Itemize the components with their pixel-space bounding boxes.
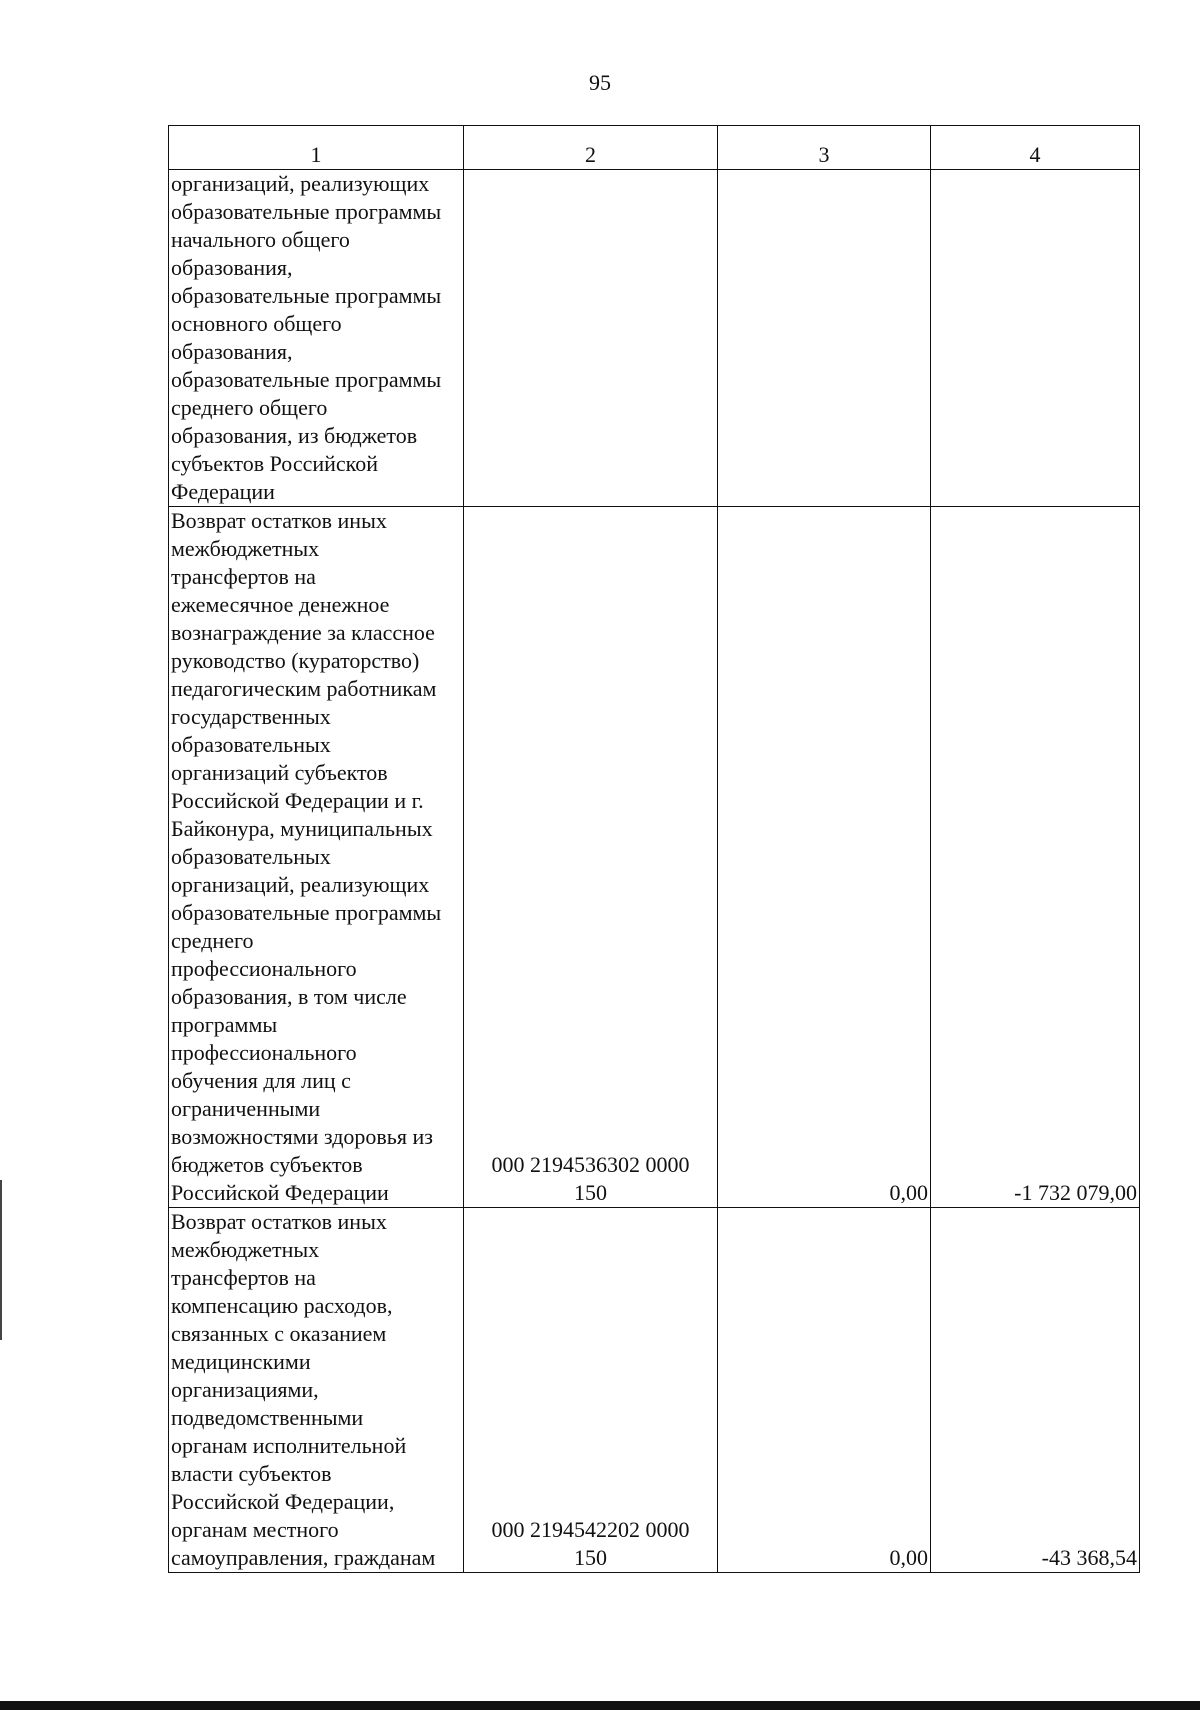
row-description: Возврат остатков иных межбюджетных трансфертов на ежемесячное денежное вознаграждение за классное руководство (кураторство) педагогическим работникам государственных образовательных организаций субъектов Российской Федерации и г. Байконура, муниципальных образовательных организаций, реализующих образовательные программы среднего профессионального образования, в том числе программы профессионального обучения для лиц с ограниченными возможностями здоровья из бюджетов субъектов Российской Федерации — [169, 507, 464, 1208]
scan-edge-mark — [0, 1180, 2, 1340]
row-col3-value: 0,00 — [718, 507, 931, 1208]
row-code: 000 2194536302 0000 150 — [464, 507, 718, 1208]
column-header: 3 — [718, 126, 931, 170]
table-header-row — [169, 126, 1140, 170]
row-col4-value: -1 732 079,00 — [931, 507, 1140, 1208]
row-description: Возврат остатков иных межбюджетных трансфертов на компенсацию расходов, связанных с оказанием медицинскими организациями, подведомственными органам исполнительной власти субъектов Российской Федерации, органам местного самоуправления, гражданам — [169, 1208, 464, 1573]
row-col3-value — [718, 170, 931, 507]
table-row — [169, 1208, 1140, 1573]
column-header: 1 — [169, 126, 464, 170]
row-code — [464, 170, 718, 507]
row-description: организаций, реализующих образовательные программы начального общего образования, образовательные программы основного общего образования, образовательные программы среднего общего образования, из бюджетов субъектов Российской Федерации — [169, 170, 464, 507]
column-header: 2 — [464, 126, 718, 170]
column-header: 4 — [931, 126, 1140, 170]
row-col3-value: 0,00 — [718, 1208, 931, 1573]
table-row — [169, 507, 1140, 1208]
row-col4-value — [931, 170, 1140, 507]
budget-table — [168, 125, 1140, 1573]
scan-bottom-border — [0, 1701, 1200, 1710]
page-number: 95 — [589, 70, 611, 95]
row-col4-value: -43 368,54 — [931, 1208, 1140, 1573]
row-code: 000 2194542202 0000 150 — [464, 1208, 718, 1573]
table-row — [169, 170, 1140, 507]
